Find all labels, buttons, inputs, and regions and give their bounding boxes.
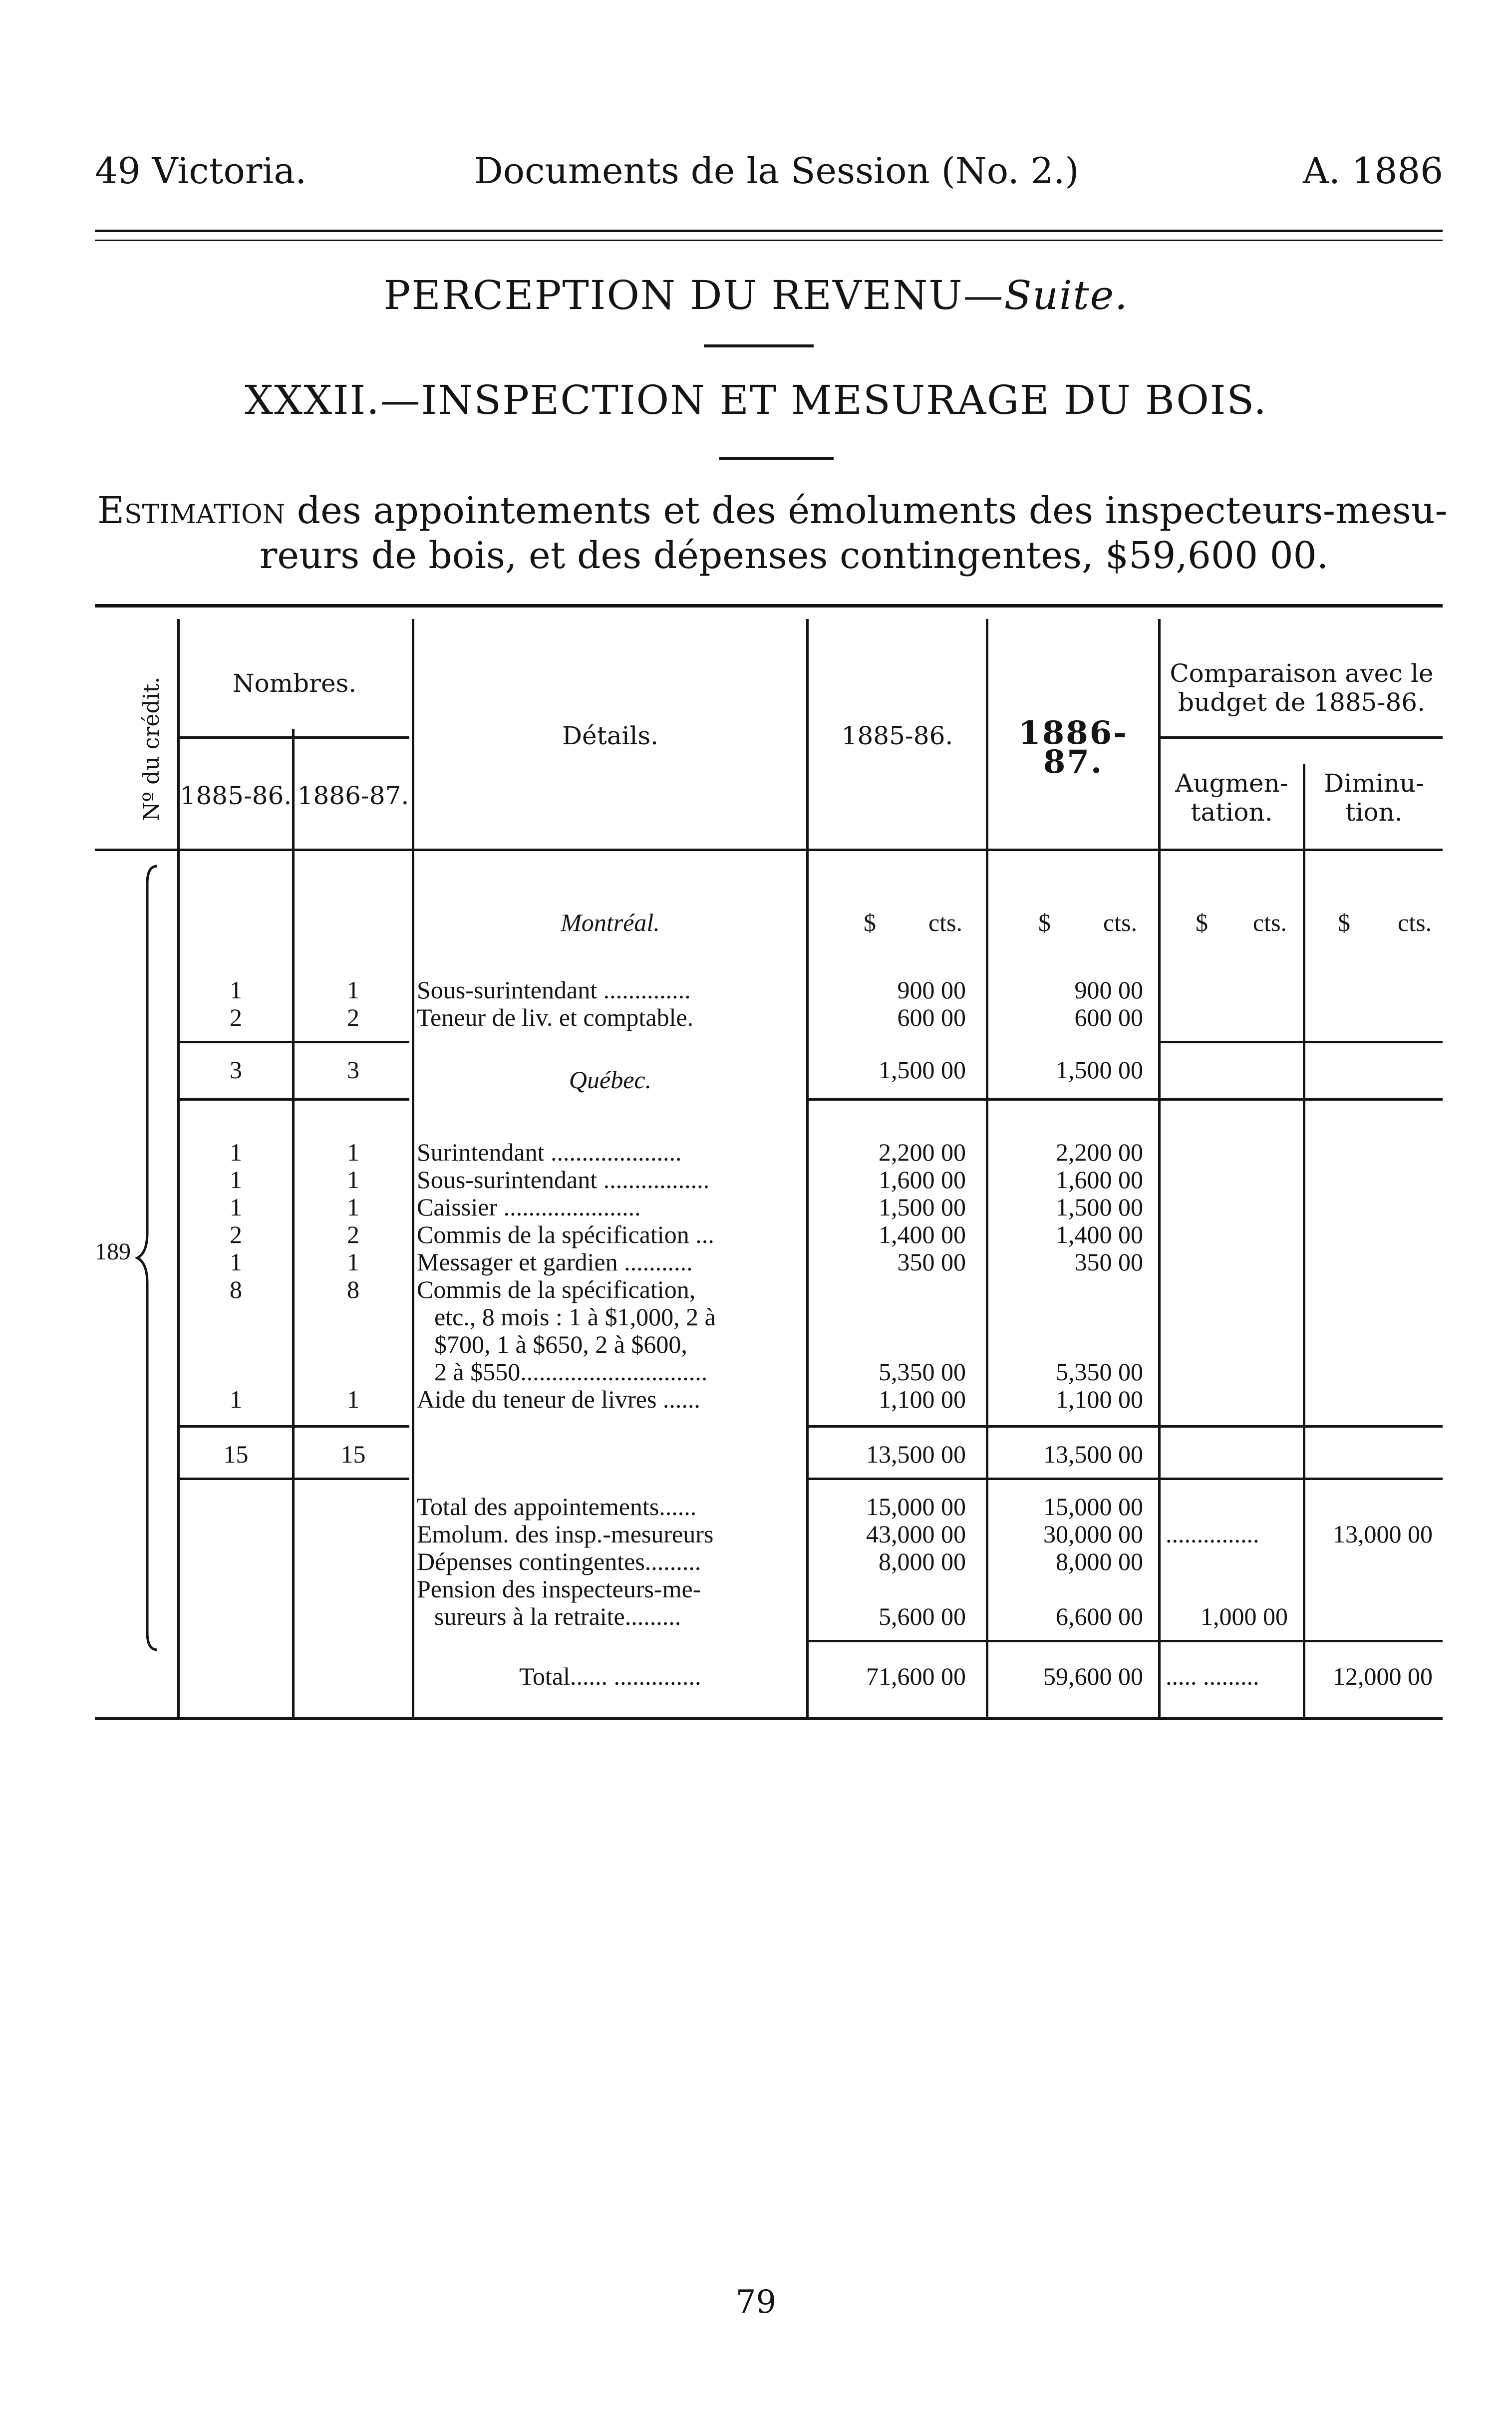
quebec-subtotal-rule-values [809,1425,1158,1428]
credit-brace [135,864,165,1652]
grand-total-rule-comp [1161,1640,1443,1642]
currency-dim-cts: cts. [1398,909,1432,936]
currency-aug-dollar: $ [1196,909,1208,936]
col-details-header: Détails. [562,721,659,750]
col-sep-aug [1303,764,1305,1717]
estimation-line-1: Estimation des appointements et des émoluments des inspecteurs-mesu- [97,489,1448,532]
header-rule-top [95,230,1443,232]
currency-dim-dollar: $ [1338,909,1350,936]
section-title: PERCEPTION DU REVENU—Suite. [383,272,1129,318]
nombres-header-rule [180,736,409,739]
col-comp-header: Comparaison avec le budget de 1885-86. [1170,659,1434,717]
quebec-start-rule [180,1098,409,1101]
estimation-line-2: reurs de bois, et des dépenses contingentes, $59,600 00. [260,534,1329,577]
section-quebec: Québec. [569,1066,652,1094]
currency-y1-dollar: $ [864,909,876,936]
quebec-start-rule-values [809,1098,1158,1101]
currency-y2-cts: cts. [1103,909,1138,936]
currency-y1-cts: cts. [928,909,963,936]
subtitle-divider [719,457,834,460]
montreal-subtotal-rule [180,1041,409,1043]
section-montreal: Montréal. [561,909,660,936]
col-sep-nombres-right [412,619,414,1717]
credit-number: 189 [95,1238,131,1265]
currency-aug-cts: cts. [1253,909,1287,936]
col-y1-header: 1885-86. [841,721,953,750]
quebec-start-rule-comp [1161,1098,1443,1101]
col-n2-header: 1886-87. [297,781,409,810]
col-n1-header: 1885-86. [180,781,292,810]
summary-start-rule [180,1478,409,1480]
grand-total-rule-values [809,1640,1158,1642]
summary-start-rule-comp [1161,1478,1443,1480]
currency-y2-dollar: $ [1038,909,1051,936]
montreal-comp-rule [1161,1041,1443,1043]
subsection-title: XXXII.—INSPECTION ET MESURAGE DU BOIS. [245,377,1267,423]
col-aug-header: Augmen- tation. [1175,769,1288,827]
header-center: Documents de la Session (No. 2.) [474,150,1079,192]
col-y2-header: 1886-87. [1018,714,1128,781]
col-dim-header: Diminu- tion. [1324,769,1424,827]
table-top-rule [95,604,1443,608]
header-rule-bottom [95,240,1443,241]
col-nombres-header: Nombres. [232,669,357,698]
header-bottom-rule [95,849,1443,851]
comp-header-rule [1161,736,1443,739]
col-credit-header: Nº du crédit. [139,676,164,821]
header-right: A. 1886 [1303,150,1444,192]
quebec-subtotal-rule [180,1425,409,1428]
page-number: 79 [735,2284,777,2321]
title-divider [704,344,814,347]
summary-start-rule-values [809,1478,1158,1480]
quebec-subtotal-rule-comp [1161,1425,1443,1428]
header-left: 49 Victoria. [95,150,307,192]
table-bottom-rule [95,1717,1443,1720]
